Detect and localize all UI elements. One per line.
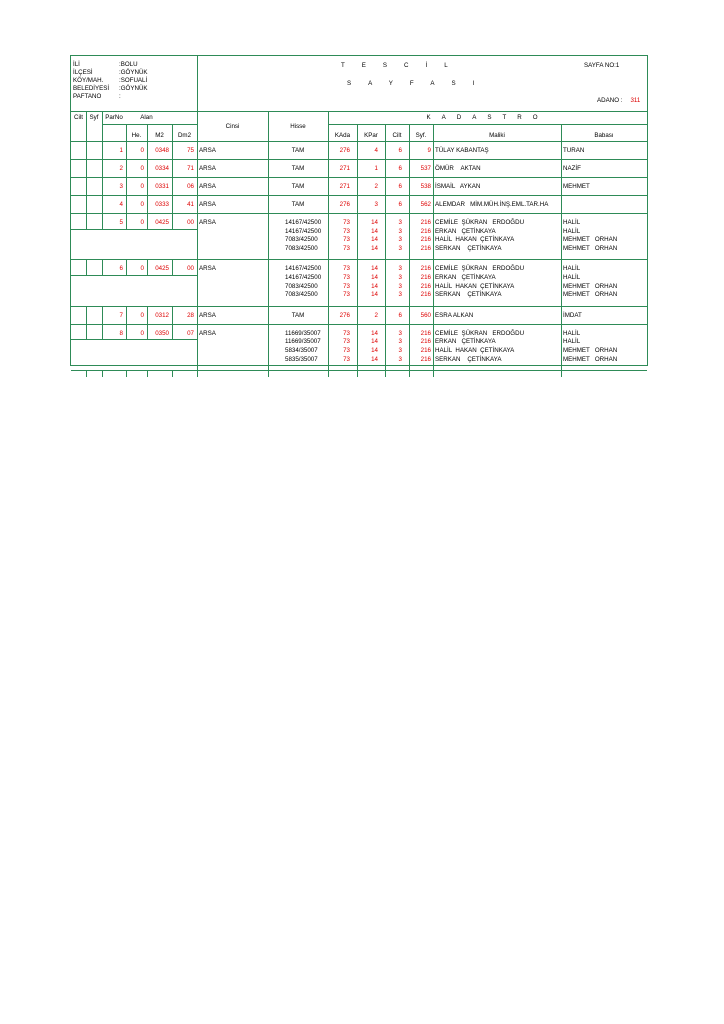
grid-vline xyxy=(86,324,87,340)
grid-vline xyxy=(172,370,173,377)
grid-vline xyxy=(197,141,198,159)
col-alan: Alan xyxy=(140,114,153,121)
tescil-sheet xyxy=(70,55,648,366)
owner-kpar: 14 xyxy=(371,338,378,346)
owner-maliki: HALİL HAKAN ÇETİNKAYA xyxy=(435,282,515,290)
grid-vline xyxy=(197,177,198,195)
owner-kada: 73 xyxy=(343,282,350,290)
owner-cilt: 6 xyxy=(398,201,402,208)
owner-cilt: 6 xyxy=(398,183,402,190)
pafta-label: PAFTANO xyxy=(73,93,102,100)
grid-vline xyxy=(433,259,434,275)
owner-kada: 271 xyxy=(339,165,350,172)
grid-vline xyxy=(268,339,269,370)
owner-babasi: MEHMET xyxy=(563,183,590,190)
col-kpar: KPar xyxy=(364,132,378,139)
owner-maliki: ERKAN ÇETİNKAYA xyxy=(435,227,496,235)
owner-hisse: TAM xyxy=(291,165,305,172)
parcel-dm2: 75 xyxy=(187,147,194,154)
grid-vline xyxy=(433,370,434,377)
owner-kada: 276 xyxy=(339,311,350,319)
koy-value: :SOFUALİ xyxy=(119,77,148,84)
col-cinsi: Cinsi xyxy=(225,123,240,130)
parcel-m2: 0425 xyxy=(155,219,169,226)
owner-hisse: TAM xyxy=(291,311,305,319)
owner-cilt: 3 xyxy=(398,282,402,290)
grid-vline xyxy=(385,370,386,377)
col-maliki: Maliki xyxy=(489,132,505,139)
parcel-dm2: 06 xyxy=(187,183,194,190)
grid-vline xyxy=(86,159,87,177)
owner-kpar: 4 xyxy=(374,147,378,154)
grid-vline xyxy=(268,275,269,306)
owner-syf: 216 xyxy=(420,274,431,281)
owner-maliki: ESRA ALKAN xyxy=(435,311,474,319)
parcel-cinsi: ARSA xyxy=(199,265,216,273)
owner-kada: 73 xyxy=(343,291,350,299)
ilce-value: :GÖYNÜK xyxy=(119,69,148,76)
owner-syf: 562 xyxy=(420,201,431,208)
owner-kpar: 14 xyxy=(371,282,378,290)
parcel-m2: 0425 xyxy=(155,265,169,273)
owner-kada: 73 xyxy=(343,236,350,244)
owner-syf: 537 xyxy=(420,165,431,172)
grid-vline xyxy=(147,370,148,377)
owner-babasi: TURAN xyxy=(563,147,585,154)
owner-cilt: 3 xyxy=(398,236,402,244)
grid-vline xyxy=(433,141,434,159)
grid-vline xyxy=(433,339,434,370)
owner-hisse: TAM xyxy=(291,183,305,190)
col-he: He. xyxy=(131,132,142,139)
owner-kada: 73 xyxy=(343,274,350,281)
parcel-subline xyxy=(71,275,197,276)
owner-hisse: 14167/42500 xyxy=(285,219,322,226)
owner-hisse: 14167/42500 xyxy=(285,274,322,281)
grid-vline xyxy=(433,229,434,260)
col-syf: Syf xyxy=(89,114,99,121)
parcel-he: 0 xyxy=(140,147,144,154)
owner-kpar: 1 xyxy=(374,165,378,172)
owner-hisse: 14167/42500 xyxy=(285,227,322,235)
owner-kada: 276 xyxy=(339,147,350,154)
parcel-dm2: 28 xyxy=(187,311,194,319)
grid-vline xyxy=(433,306,434,324)
ada-no-label: ADANO : xyxy=(597,97,623,104)
owner-babasi: HALİL xyxy=(563,338,581,346)
col-babasi: Babası xyxy=(594,132,614,139)
owner-babasi: HALİL xyxy=(563,329,581,337)
koy-label: KÖY/MAH. xyxy=(73,77,104,84)
kadastro-subheader-line xyxy=(328,124,647,125)
grid-vline xyxy=(357,370,358,377)
owner-cilt: 3 xyxy=(398,347,402,354)
parcel-no: 8 xyxy=(119,329,123,337)
owner-kpar: 14 xyxy=(371,219,378,226)
owner-maliki: ÖMÜR AKTAN xyxy=(435,165,481,172)
parcel-dm2: 00 xyxy=(187,219,194,226)
owner-kada: 271 xyxy=(339,183,350,190)
parcel-subline xyxy=(71,339,197,340)
col-hisse: Hisse xyxy=(290,123,306,130)
grid-vline xyxy=(197,324,198,340)
owner-syf: 216 xyxy=(420,355,431,363)
owner-hisse: TAM xyxy=(291,201,305,208)
col-m2: M2 xyxy=(155,132,164,139)
owner-maliki: SERKAN ÇETİNKAYA xyxy=(435,355,502,363)
grid-vline xyxy=(268,259,269,275)
owner-cilt: 3 xyxy=(398,329,402,337)
ada-no-value: 311 xyxy=(630,97,641,104)
parcel-no: 1 xyxy=(119,147,123,154)
owner-kada: 73 xyxy=(343,329,350,337)
grid-vline xyxy=(86,259,87,275)
owner-cilt: 3 xyxy=(398,219,402,226)
col-dm2: Dm2 xyxy=(177,132,192,139)
owner-maliki: CEMİLE ŞÜKRAN ERDOĞDU xyxy=(435,265,525,273)
parcel-cinsi: ARSA xyxy=(199,311,216,319)
owner-babasi: HALİL xyxy=(563,219,581,226)
grid-vline xyxy=(197,370,198,377)
col-ksyf: Syf. xyxy=(415,132,427,139)
grid-vline xyxy=(197,229,198,260)
title-sayfasi: SAYFASI xyxy=(347,80,492,87)
owner-syf: 216 xyxy=(420,227,431,235)
parcel-dm2: 71 xyxy=(187,165,194,172)
owner-hisse: 7083/42500 xyxy=(285,244,318,252)
owner-maliki: CEMİLE ŞÜKRAN ERDOĞDU xyxy=(435,329,525,337)
parcel-he: 0 xyxy=(140,329,144,337)
parcel-no: 2 xyxy=(119,165,123,172)
grid-vline xyxy=(561,370,562,377)
owner-babasi: MEHMET ORHAN xyxy=(563,347,618,354)
parcel-he: 0 xyxy=(140,311,144,319)
owner-syf: 538 xyxy=(420,183,431,190)
owner-hisse: 5835/35007 xyxy=(285,355,318,363)
parcel-dm2: 07 xyxy=(187,329,194,337)
owner-syf: 560 xyxy=(420,311,431,319)
grid-vline xyxy=(86,213,87,229)
owner-maliki: SERKAN ÇETİNKAYA xyxy=(435,244,502,252)
col-parno: ParNo xyxy=(105,114,123,121)
owner-kada: 73 xyxy=(343,347,350,354)
owner-babasi: NAZİF xyxy=(563,165,581,172)
owner-hisse: 7083/42500 xyxy=(285,236,318,244)
parcel-no: 4 xyxy=(119,201,123,208)
owner-syf: 216 xyxy=(420,347,431,354)
col-kada: KAda xyxy=(334,132,351,139)
owner-cilt: 3 xyxy=(398,244,402,252)
title-tescil: TESCİL xyxy=(341,62,465,69)
page-number: SAYFA NO:1 xyxy=(584,62,620,69)
owner-kada: 276 xyxy=(339,201,350,208)
grid-vline xyxy=(268,324,269,340)
belediye-label: BELEDİYESİ xyxy=(73,85,110,92)
owner-cilt: 3 xyxy=(398,227,402,235)
parcel-cinsi: ARSA xyxy=(199,147,216,154)
grid-vline xyxy=(102,370,103,377)
grid-vline xyxy=(197,339,198,370)
grid-vline xyxy=(433,213,434,229)
grid-vline xyxy=(197,306,198,324)
grid-vline xyxy=(433,275,434,306)
owner-cilt: 3 xyxy=(398,274,402,281)
il-value: :BOLU xyxy=(119,61,138,68)
owner-babasi: MEHMET ORHAN xyxy=(563,236,618,244)
il-label: İLİ xyxy=(73,61,80,68)
grid-vline xyxy=(197,213,198,229)
grid-vline xyxy=(197,259,198,275)
col-kcilt: Cilt xyxy=(392,132,402,139)
parcel-cinsi: ARSA xyxy=(199,165,216,172)
owner-syf: 216 xyxy=(420,338,431,346)
owner-kada: 73 xyxy=(343,227,350,235)
grid-vline xyxy=(197,195,198,213)
parcel-cinsi: ARSA xyxy=(199,183,216,190)
sheet-header xyxy=(71,56,647,112)
parcel-m2: 0350 xyxy=(155,329,169,337)
grid-vline xyxy=(86,195,87,213)
parcel-dm2: 00 xyxy=(187,265,194,273)
pafta-value: : xyxy=(119,93,121,100)
parcel-no: 6 xyxy=(119,265,123,273)
owner-cilt: 3 xyxy=(398,291,402,299)
grid-vline xyxy=(268,370,269,377)
owner-babasi: HALİL xyxy=(563,227,581,235)
owner-cilt: 6 xyxy=(398,311,402,319)
owner-maliki: TÜLAY KABANTAŞ xyxy=(435,147,489,154)
owner-cilt: 6 xyxy=(398,165,402,172)
owner-kada: 73 xyxy=(343,355,350,363)
parcel-dm2: 41 xyxy=(187,201,194,208)
owner-kpar: 14 xyxy=(371,265,378,273)
owner-cilt: 3 xyxy=(398,265,402,273)
owner-babasi: MEHMET ORHAN xyxy=(563,282,618,290)
owner-syf: 216 xyxy=(420,291,431,299)
grid-vline xyxy=(86,177,87,195)
grid-vline xyxy=(268,229,269,260)
parcel-he: 0 xyxy=(140,183,144,190)
owner-syf: 216 xyxy=(420,244,431,252)
ilce-label: İLÇESİ xyxy=(73,69,93,76)
grid-vline xyxy=(433,324,434,340)
parcel-he: 0 xyxy=(140,219,144,226)
grid-vline xyxy=(268,213,269,229)
parcel-m2: 0331 xyxy=(155,183,169,190)
parcel-m2: 0348 xyxy=(155,147,169,154)
owner-kada: 73 xyxy=(343,219,350,226)
owner-maliki: ALEMDAR MİM.MÜH.İNŞ.EML.TAR.HA xyxy=(435,201,549,208)
grid-vline xyxy=(86,306,87,324)
grid-vline xyxy=(433,159,434,177)
owner-hisse: 11669/35007 xyxy=(285,338,321,346)
parcel-no: 5 xyxy=(119,219,123,226)
owner-babasi: İMDAT xyxy=(563,311,582,319)
owner-kpar: 14 xyxy=(371,227,378,235)
owner-kpar: 14 xyxy=(371,291,378,299)
owner-kada: 73 xyxy=(343,244,350,252)
owner-kpar: 14 xyxy=(371,347,378,354)
owner-maliki: İSMAİL AYKAN xyxy=(435,183,481,190)
parcel-he: 0 xyxy=(140,201,144,208)
owner-kpar: 2 xyxy=(374,183,378,190)
grid-vline xyxy=(197,159,198,177)
grid-vline xyxy=(433,177,434,195)
owner-cilt: 3 xyxy=(398,338,402,346)
owner-maliki: ERKAN ÇETİNKAYA xyxy=(435,274,496,281)
grid-vline xyxy=(86,370,87,377)
owner-maliki: ERKAN ÇETİNKAYA xyxy=(435,338,496,346)
owner-syf: 216 xyxy=(420,219,431,226)
parcel-he: 0 xyxy=(140,165,144,172)
owner-kpar: 14 xyxy=(371,355,378,363)
owner-kpar: 2 xyxy=(374,311,378,319)
parcel-no: 3 xyxy=(119,183,123,190)
owner-cilt: 3 xyxy=(398,355,402,363)
grid-vline xyxy=(197,275,198,306)
owner-babasi: MEHMET ORHAN xyxy=(563,291,618,299)
owner-maliki: CEMİLE ŞÜKRAN ERDOĞDU xyxy=(435,219,525,226)
location-block xyxy=(71,56,198,111)
owner-babasi: HALİL xyxy=(563,274,581,281)
alan-subheader-line xyxy=(102,124,197,125)
parcel-cinsi: ARSA xyxy=(199,201,216,208)
belediye-value: :GÖYNÜK xyxy=(119,85,148,92)
owner-hisse: TAM xyxy=(291,147,305,154)
parcel-he: 0 xyxy=(140,265,144,273)
owner-hisse: 7083/42500 xyxy=(285,291,318,299)
owner-syf: 216 xyxy=(420,282,431,290)
owner-syf: 9 xyxy=(427,147,431,154)
grid-vline xyxy=(409,370,410,377)
owner-hisse: 5834/35007 xyxy=(285,347,318,354)
parcel-m2: 0333 xyxy=(155,201,169,208)
parcel-cinsi: ARSA xyxy=(199,329,216,337)
owner-babasi: MEHMET ORHAN xyxy=(563,244,618,252)
owner-kpar: 3 xyxy=(374,201,378,208)
owner-hisse: 14167/42500 xyxy=(285,265,322,273)
parcel-cinsi: ARSA xyxy=(199,219,216,226)
owner-syf: 216 xyxy=(420,236,431,244)
grid-vline xyxy=(433,195,434,213)
col-kadastro: KADASTRO xyxy=(426,114,549,121)
grid-vline xyxy=(86,141,87,159)
owner-syf: 216 xyxy=(420,329,431,337)
parcel-no: 7 xyxy=(119,311,123,319)
owner-cilt: 6 xyxy=(398,147,402,154)
owner-babasi: HALİL xyxy=(563,265,581,273)
owner-kpar: 14 xyxy=(371,274,378,281)
owner-kpar: 14 xyxy=(371,236,378,244)
owner-kada: 73 xyxy=(343,338,350,346)
grid-vline xyxy=(126,370,127,377)
owner-syf: 216 xyxy=(420,265,431,273)
parcel-subline xyxy=(71,229,197,230)
owner-hisse: 11669/35007 xyxy=(285,329,321,337)
ada-no xyxy=(597,97,640,104)
parcel-m2: 0312 xyxy=(155,311,169,319)
owner-maliki: HALİL HAKAN ÇETİNKAYA xyxy=(435,347,515,354)
owner-kpar: 14 xyxy=(371,329,378,337)
owner-maliki: SERKAN ÇETİNKAYA xyxy=(435,291,502,299)
owner-kada: 73 xyxy=(343,265,350,273)
owner-babasi: MEHMET ORHAN xyxy=(563,355,618,363)
grid-vline xyxy=(328,370,329,377)
col-cilt: Cilt xyxy=(74,114,83,121)
owner-kpar: 14 xyxy=(371,244,378,252)
owner-maliki: HALİL HAKAN ÇETİNKAYA xyxy=(435,236,515,244)
parcel-m2: 0334 xyxy=(155,165,169,172)
owner-hisse: 7083/42500 xyxy=(285,282,318,290)
